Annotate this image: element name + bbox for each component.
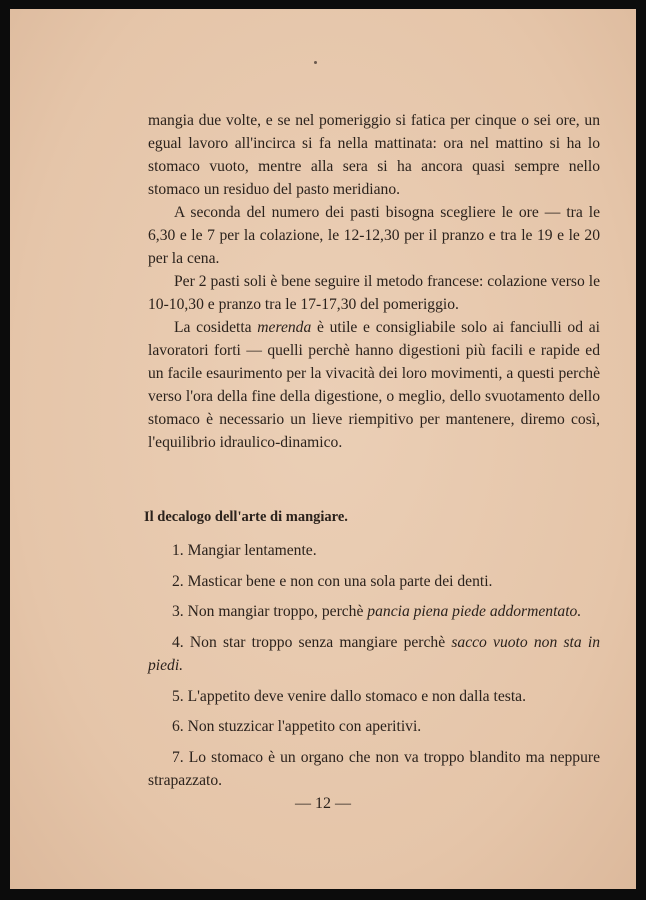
- section-heading: Il decalogo dell'arte di mangiare.: [144, 509, 348, 525]
- page-number: — 12 —: [295, 795, 351, 812]
- merenda-italic-term: merenda: [257, 319, 312, 336]
- paragraph-continuation: mangia due volte, e se nel pomeriggio si fatica per cinque o sei ore, un egual lavoro all'incirca si fa nella mattinata: ora nel mattino si ha lo stomaco vuoto, mentre alla sera si ha ancora quasi sempre nello stomaco un residuo del pasto meridiano.: [148, 112, 600, 198]
- book-page: [10, 9, 636, 889]
- rule-2: 2. Masticar bene e non con una sola parte dei denti.: [172, 572, 493, 590]
- rule-6: 6. Non stuzzicar l'appetito con aperitivi.: [172, 718, 422, 735]
- rule-4-italic: sacco vuoto non sta in piedi.: [148, 633, 600, 674]
- rule-5: 5. L'appetito deve venire dallo stomaco e non dalla testa.: [172, 687, 526, 705]
- paragraph-meal-times: A seconda del numero dei pasti bisogna scegliere le ore — tra le 6,30 e le 7 per la colazione, le 12-12,30 per il pranzo e tra le 19 e le 20 per la cena.: [148, 204, 600, 267]
- rule-1: 1. Mangiar lentamente.: [172, 542, 317, 559]
- decalogue-list: [148, 539, 600, 794]
- rule-7: 7. Lo stomaco è un organo che non va troppo blandito ma neppure strapazzato.: [148, 748, 600, 789]
- merenda-text-before: La cosidetta: [174, 319, 258, 336]
- rule-3-italic: pancia piena piede addormentato.: [367, 603, 582, 620]
- rule-4-text: 4. Non star troppo senza mangiare perchè: [172, 633, 452, 651]
- body-text: [148, 109, 600, 454]
- rule-3-text: 3. Non mangiar troppo, perchè: [172, 603, 368, 620]
- ink-speck: [314, 61, 317, 64]
- paragraph-merenda: [148, 316, 600, 454]
- merenda-text-after: è utile e consigliabile solo ai fanciulli od ai lavoratori forti — quelli perchè hanno digestioni più facili e rapide ed un facile esaurimento per la vivacità dei loro movimenti, a questi perchè verso l'ora della fine della digestione, o meglio, dello svuotamento dello stomaco è necessario un lieve riempitivo per mantenere, diremo così, l'equilibrio idraulico-dinamico.: [148, 319, 600, 451]
- rule-4: [148, 631, 600, 678]
- rule-3: [148, 600, 600, 624]
- paragraph-two-meals: Per 2 pasti soli è bene seguire il metodo francese: colazione verso le 10-10,30 e pranzo tra le 17-17,30 del pomeriggio.: [148, 273, 600, 313]
